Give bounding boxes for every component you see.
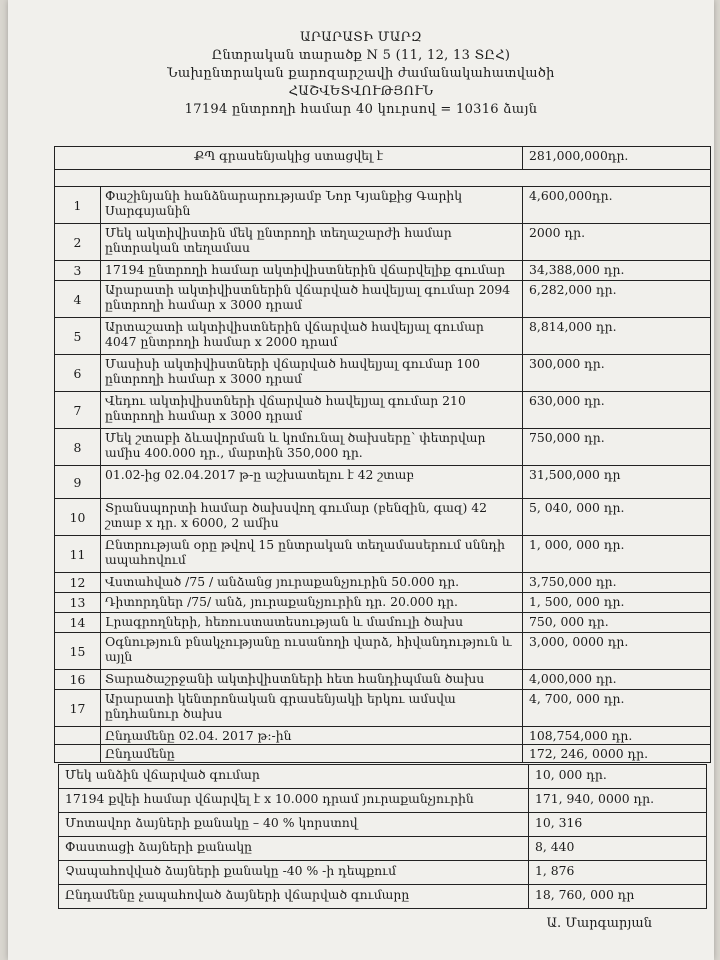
row-amount: 300,000 դր.: [523, 355, 711, 392]
table-row: [55, 593, 711, 613]
row-amount: 630,000 դր.: [523, 392, 711, 429]
received-label: ՔՊ գրասենյակից ստացվել է: [55, 147, 523, 170]
row-number: 9: [55, 466, 101, 499]
signature: Ա. Մարգարյան: [546, 916, 652, 931]
table-row: [55, 429, 711, 466]
row-amount: 1, 000, 000 դր.: [523, 536, 711, 573]
summary-table: [58, 764, 707, 909]
table-row: [55, 187, 711, 224]
summary-label: Չապահովված ձայների քանակը -40 % -ի դեպքում: [59, 861, 529, 885]
table-row: [55, 392, 711, 429]
total-amount: 172, 246, 0000 դր.: [523, 745, 711, 763]
table-row: [55, 613, 711, 633]
row-number: 4: [55, 281, 101, 318]
row-number: 5: [55, 318, 101, 355]
row-description: Մասիսի ակտիվիստների վճարված հավելյալ գումար 100 ընտրողի համար x 3000 դրամ: [101, 355, 523, 392]
summary-label: Մոտավոր ձայների քանակը – 40 % կորստով: [59, 813, 529, 837]
row-amount: 3,750,000 դր.: [523, 573, 711, 593]
table-row: [55, 261, 711, 281]
row-description: 01.02-ից 02.04.2017 թ-ը աշխատելու է 42 շտաբ: [101, 466, 523, 499]
row-number: 3: [55, 261, 101, 281]
row-number: 11: [55, 536, 101, 573]
summary-row: [59, 765, 707, 789]
row-description: Դիտորդներ /75/ անձ, յուրաքանչյուրին դր. 20.000 դր.: [101, 593, 523, 613]
row-number: 14: [55, 613, 101, 633]
summary-value: 18, 760, 000 դր: [529, 885, 707, 909]
table-row: [55, 690, 711, 727]
row-amount: 750,000 դր.: [523, 429, 711, 466]
row-description: Մեկ ակտիվիստին մեկ ընտրողի տեղաշարժի համար ընտրական տեղամաս: [101, 224, 523, 261]
row-description: Վստահված /75 / անձանց յուրաքանչյուրին 50.000 դր.: [101, 573, 523, 593]
row-description: Վեդու ակտիվիստների վճարված հավելյալ գումար 210 ընտրողի համար x 3000 դրամ: [101, 392, 523, 429]
subtotal-amount: 108,754,000 դր.: [523, 727, 711, 745]
row-number: 7: [55, 392, 101, 429]
row-description: 17194 ընտրողի համար ակտիվիստներին վճարվելիք գումար: [101, 261, 523, 281]
summary-value: 171, 940, 0000 դր.: [529, 789, 707, 813]
row-description: Փաշինյանի հանձնարարությամբ Նոր Կյանքից Գարիկ Սարգսյանին: [101, 187, 523, 224]
total-row: [55, 745, 711, 763]
summary-row: [59, 789, 707, 813]
table-row: [55, 224, 711, 261]
row-amount: 8,814,000 դր.: [523, 318, 711, 355]
table-row: [55, 355, 711, 392]
document-page: [8, 0, 714, 960]
summary-row: [59, 837, 707, 861]
total-label: Ընդամենը: [101, 745, 523, 763]
row-amount: 4, 700, 000 դր.: [523, 690, 711, 727]
table-row: [55, 499, 711, 536]
summary-value: 10, 000 դր.: [529, 765, 707, 789]
summary-row: [59, 885, 707, 909]
district-line: Ընտրական տարածք N 5 (11, 12, 13 ՏԸՀ): [211, 48, 511, 63]
region-title: ԱՐԱՐԱՏԻ ՄԱՐԶ: [299, 30, 422, 45]
row-description: Արարատի ակտիվիստներին վճարված հավելյալ գումար 2094 ընտրողի համար x 3000 դրամ: [101, 281, 523, 318]
voters-line: 17194 ընտրողի համար 40 կուրսով = 10316 ձայն: [184, 102, 538, 117]
row-amount: 1, 500, 000 դր.: [523, 593, 711, 613]
summary-label: Ընդամենը չապահոված ձայների վճարված գումարը: [59, 885, 529, 909]
row-amount: 6,282,000 դր.: [523, 281, 711, 318]
row-amount: 5, 040, 000 դր.: [523, 499, 711, 536]
row-number: 1: [55, 187, 101, 224]
table-row: [55, 633, 711, 670]
subtotal-row: [55, 727, 711, 745]
row-description: Արտաշատի ակտիվիստներին վճարված հավելյալ գումար 4047 ընտրողի համար x 2000 դրամ: [101, 318, 523, 355]
row-number: 6: [55, 355, 101, 392]
row-description: Լրագրողների, հեռուստատեսության և մամուլի ծախս: [101, 613, 523, 633]
row-amount: 4,600,000դր.: [523, 187, 711, 224]
expense-table: [54, 146, 711, 763]
summary-value: 10, 316: [529, 813, 707, 837]
received-row: [55, 147, 711, 170]
row-number: 2: [55, 224, 101, 261]
row-number: 12: [55, 573, 101, 593]
period-line: Նախընտրական քարոզարշավի ժամանակահատվածի: [167, 66, 555, 81]
row-amount: 2000 դր.: [523, 224, 711, 261]
table-row: [55, 466, 711, 499]
spacer-row: [55, 170, 711, 187]
row-number: 15: [55, 633, 101, 670]
row-description: Տրանսպորտի համար ծախսվող գումար (բենզին, գազ) 42 շտաբ x դր. x 6000, 2 ամիս: [101, 499, 523, 536]
report-title: ՀԱՇՎԵՏՎՈՒԹՅՈՒՆ: [288, 84, 434, 99]
summary-label: Մեկ անձին վճարված գումար: [59, 765, 529, 789]
summary-row: [59, 813, 707, 837]
row-description: Օգնություն բնակչությանը ուսանողի վարձ, հիվանդություն և այլն: [101, 633, 523, 670]
row-amount: 31,500,000 դր: [523, 466, 711, 499]
row-description: Տարածաշրջանի ակտիվիստների հետ հանդիպման ծախս: [101, 670, 523, 690]
row-number: 17: [55, 690, 101, 727]
table-row: [55, 670, 711, 690]
table-row: [55, 318, 711, 355]
row-amount: 750, 000 դր.: [523, 613, 711, 633]
summary-value: 1, 876: [529, 861, 707, 885]
row-number: 8: [55, 429, 101, 466]
summary-label: 17194 քվեի համար վճարվել է x 10.000 դրամ յուրաքանչյուրին: [59, 789, 529, 813]
row-description: Ընտրության օրը թվով 15 ընտրական տեղամասերում սննդի ապահովում: [101, 536, 523, 573]
row-number: 10: [55, 499, 101, 536]
row-amount: 3,000, 0000 դր.: [523, 633, 711, 670]
summary-row: [59, 861, 707, 885]
row-amount: 4,000,000 դր.: [523, 670, 711, 690]
subtotal-label: Ընդամենը 02.04. 2017 թ:-ին: [101, 727, 523, 745]
row-number: 13: [55, 593, 101, 613]
table-row: [55, 281, 711, 318]
summary-value: 8, 440: [529, 837, 707, 861]
table-row: [55, 573, 711, 593]
row-description: Մեկ շտաբի ձևավորման և կոմունալ ծախսերը՝ փետրվար ամիս 400.000 դր., մարտին 350,000 դր.: [101, 429, 523, 466]
received-amount: 281,000,000դր.: [523, 147, 711, 170]
row-description: Արարատի կենտրոնական գրասենյակի երկու ամսվա ընդհանուր ծախս: [101, 690, 523, 727]
row-number: 16: [55, 670, 101, 690]
summary-label: Փաստացի ձայների քանակը: [59, 837, 529, 861]
row-amount: 34,388,000 դր.: [523, 261, 711, 281]
table-row: [55, 536, 711, 573]
